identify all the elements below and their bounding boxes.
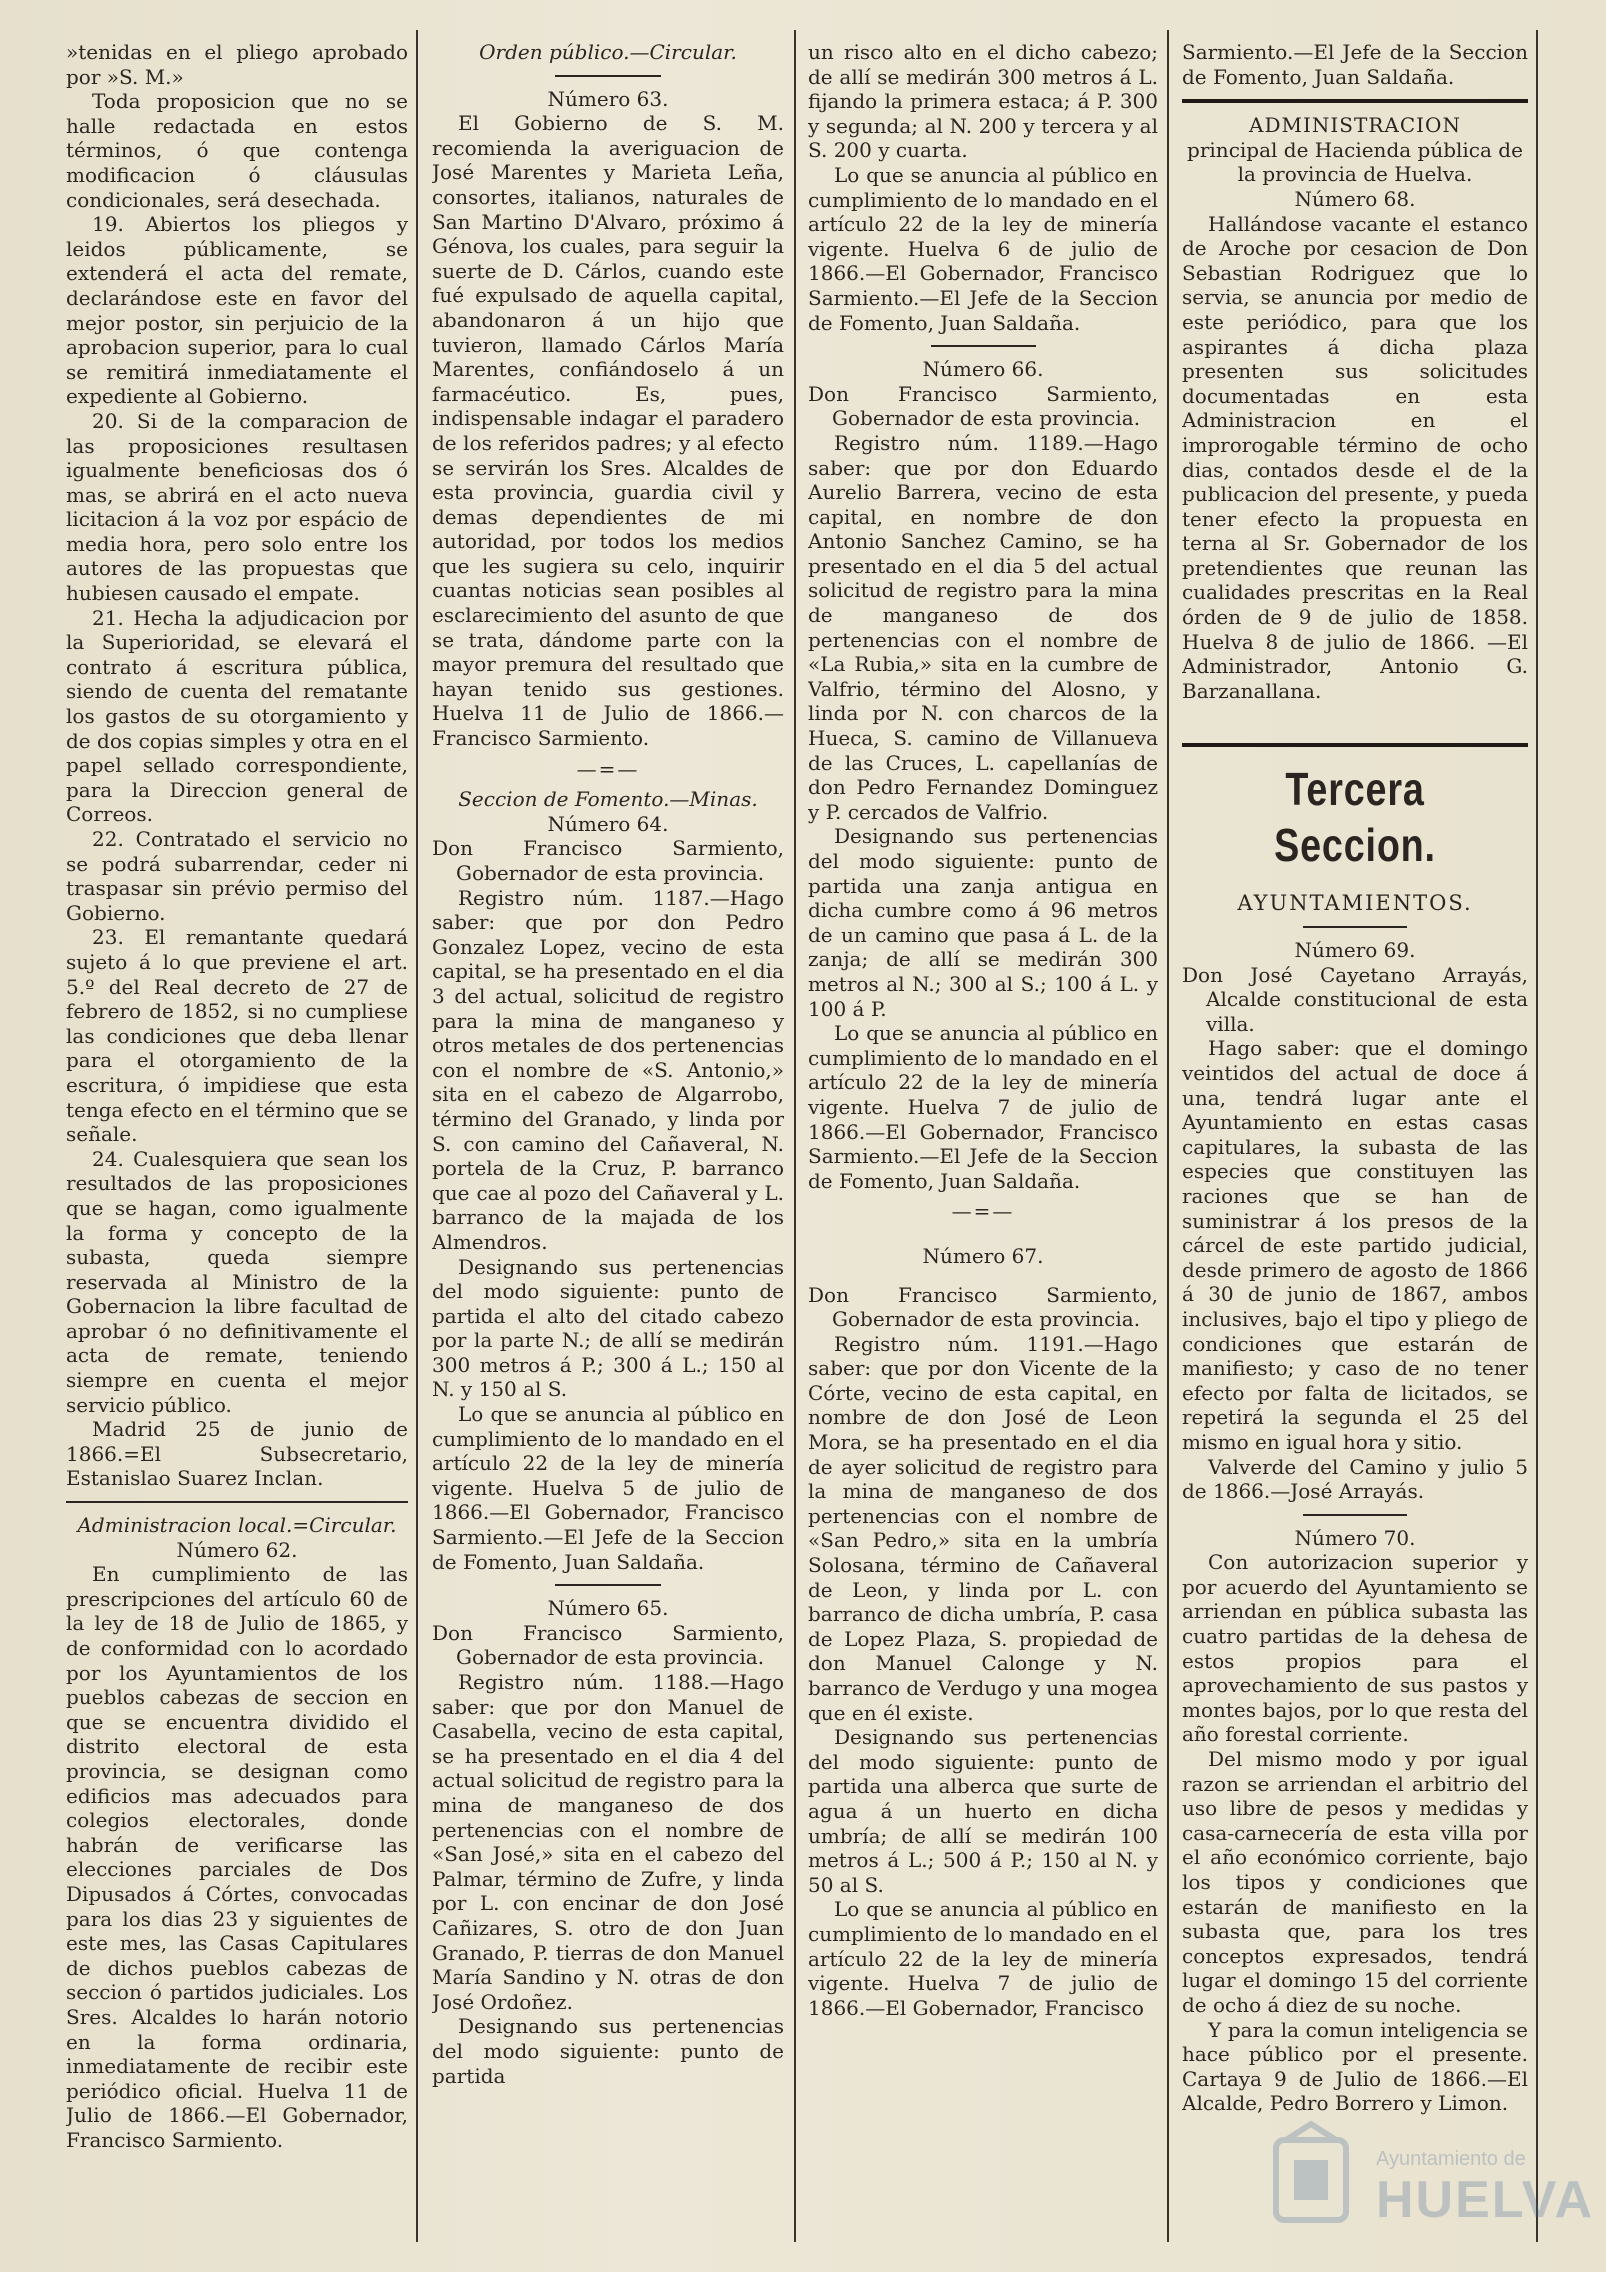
- paragraph: Don Francisco Sarmiento, Gobernador de esta provincia.: [808, 1282, 1158, 1332]
- paragraph: Registro núm. 1187.—Hago saber: que por don Pedro Gonzalez Lopez, vecino de esta capital, se ha presentado en el dia 3 del actual, solicitud de registro para la mina de manganeso y otros metales de dos pertenencias con el nombre de «S. Antonio,» sita en el cabezo de Algarrobo, término del Granado, y linda por S. con camino del Cañaveral, N. portela de la Cruz, P. barranco que cae al pozo del Cañaveral y L. barranco de la majada de los Almendros.: [432, 885, 784, 1254]
- notice-number: Número 67.: [922, 1243, 1044, 1268]
- notice-number: Número 68.: [1294, 186, 1416, 211]
- section-heading: ADMINISTRACION: [1249, 113, 1461, 138]
- watermark-line-1: Ayuntamiento de: [1376, 2148, 1526, 2170]
- column-rule: [1167, 30, 1169, 2242]
- notice-number: Número 66.: [922, 357, 1044, 382]
- coat-of-arms-icon: [1256, 2120, 1366, 2250]
- article-24: 24. Cualesquiera que sean los resultados de las proposiciones que se hagan, como igualmente la forma y concepto de la subasta, queda siempre reservada al Ministro de la Gobernacion la libre facultad de aprobar ó no definitivamente el acta de remate, teniendo siempre en cuenta el mejor servicio público.: [66, 1146, 408, 1417]
- paragraph: Don Francisco Sarmiento, Gobernador de esta provincia.: [432, 1620, 784, 1670]
- article-22: 22. Contratado el servicio no se podrá subarrendar, ceder ni traspasar sin prévio permiso del Gobierno.: [66, 827, 408, 925]
- paragraph: El Gobierno de S. M. recomienda la averiguacion de José Marentes y Marieta Leña, consortes, italianos, naturales de San Martino D'Alvaro, próximo á Génova, los cuales, para seguir la suerte de D. Cárlos, cuando este fué expulsado de aquella capital, abandonaron á un hijo que tuvieron, llamado Cárlos María Marentes, confiándoselo á un farmacéutico. Es, pues, indispensable indagar el paradero de los referidos padres; y al efecto se servirán los Sres. Alcaldes de esta provincia, guardia civil y demas dependientes de mi autoridad, por todos los medios que les sugiera su celo, inquirir cuantas noticias sean posibles al esclarecimiento del asunto de que se trata, dándome parte con la mayor premura del resultado que hayan tenido sus gestiones. Huelva 11 de Julio de 1866.—Francisco Sarmiento.: [432, 111, 784, 751]
- column-rule: [794, 30, 796, 2242]
- divider: [1182, 743, 1528, 747]
- paragraph: Lo que se anuncia al público en cumplimiento de lo mandado en el artículo 22 de la ley de minería vigente. Huelva 7 de julio de 1866.—El Gobernador, Francisco Sarmiento.—El Jefe de la Seccion de Fomento, Juan Saldaña.: [808, 1021, 1158, 1193]
- column-2: [432, 40, 784, 2252]
- paragraph: Don Francisco Sarmiento, Gobernador de esta provincia.: [808, 381, 1158, 431]
- paragraph: Con autorizacion superior y por acuerdo del Ayuntamiento se arriendan en pública subasta las cuatro partidas de la dehesa de estos propios para el aprovechamiento de sus pastos y montes bajos, por lo que resta del año forestal corriente.: [1182, 1550, 1528, 1747]
- article-21: 21. Hecha la adjudicacion por la Superioridad, se elevará el contrato á escritura pública, siendo de cuenta del rematante los gastos de su otorgamiento y de dos copias simples y otra en el papel sellado correspondiente, para la Direccion general de Correos.: [66, 605, 408, 827]
- notice-number: Número 62.: [176, 1537, 298, 1562]
- paragraph: Lo que se anuncia al público en cumplimiento de lo mandado en el artículo 22 de la ley de minería vigente. Huelva 7 de julio de 1866.—El Gobernador, Francisco: [808, 1897, 1158, 2020]
- watermark-line-2: HUELVA: [1376, 2171, 1595, 2229]
- section-heading: AYUNTAMIENTOS.: [1237, 891, 1473, 916]
- paragraph: Sarmiento.—El Jefe de la Seccion de Fomento, Juan Saldaña.: [1182, 40, 1528, 89]
- column-rule: [1536, 30, 1538, 2242]
- column-4: [1182, 40, 1528, 2252]
- section-heading: Orden público.—Circular.: [479, 40, 737, 64]
- notice-number: Número 65.: [547, 1596, 669, 1621]
- separator: —=—: [951, 1199, 1015, 1224]
- paragraph: Designando sus pertenencias del modo siguiente: punto de partida una alberca que surte de agua á un huerto en dicha umbría; de allí se medirán 100 metros á L.; 500 á P.; 150 al N. y 50 al S.: [808, 1725, 1158, 1897]
- paragraph: Don José Cayetano Arrayás, Alcalde constitucional de esta villa.: [1182, 962, 1528, 1036]
- article-23: 23. El remantante quedará sujeto á lo que previene el art. 5.º del Real decreto de 27 de febrero de 1852, si no cumpliese las condiciones que deba llenar para el otorgamiento de la escritura, ó impidiese que esta tenga efecto en el término que se señale.: [66, 925, 408, 1147]
- divider: [1303, 926, 1407, 928]
- divider: [1182, 99, 1528, 103]
- paragraph: Toda proposicion que no se halle redactada en estos términos, ó que contenga modificacion ó cláusulas condicionales, será desechada.: [66, 89, 408, 212]
- section-subheading: principal de Hacienda pública de la provincia de Huelva.: [1187, 137, 1523, 187]
- paragraph: Designando sus pertenencias del modo siguiente: punto de partida el alto del citado cabezo por la parte N.; de allí se medirán 300 metros á P.; 300 á L.; 150 al N. y 150 al S.: [432, 1254, 784, 1402]
- paragraph: En cumplimiento de las prescripciones del artículo 60 de la ley de 18 de Julio de 1865, y de conformidad con lo acordado por los Ayuntamientos de los pueblos cabezas de seccion en que se encuentra dividido el distrito electoral de esta provincia, se designan como edificios mas adecuados para colegios electorales, donde habrán de verificarse las elecciones parciales de Dos Dipusados á Córtes, convocadas para los dias 23 y siguientes de este mes, las Casas Capitulares de dichos pueblos cabezas de seccion ó partidos judiciales. Los Sres. Alcaldes lo harán notorio en la forma ordinaria, inmediatamente de recibir este periódico oficial. Huelva 11 de Julio de 1866.—El Gobernador, Francisco Sarmiento.: [66, 1562, 408, 2152]
- article-20: 20. Si de la comparacion de las proposiciones resultasen igualmente beneficiosas dos ó mas, se abrirá en el acto nueva licitacion á la voz por espácio de media hora, pero solo entre los autores de las propuestas que hubiesen causado el empate.: [66, 408, 408, 606]
- paragraph: Designando sus pertenencias del modo siguiente: punto de partida: [432, 2014, 784, 2088]
- divider: [931, 345, 1036, 347]
- divider: [555, 1584, 661, 1586]
- paragraph: Registro núm. 1189.—Hago saber: que por don Eduardo Aurelio Barrera, vecino de esta capital, en nombre de don Antonio Sanchez Camino, se ha presentado en el dia 5 del actual solicitud de registro para la mina de manganeso de dos pertenencias con el nombre de «La Rubia,» sita en la cumbre de Valfrio, término del Alosno, y linda por N. con charcos de la Hueca, S. camino de Villanueva de las Cruces, L. capellanías de don Pedro Fernandez Dominguez y P. cercados de Valfrio.: [808, 430, 1158, 824]
- notice-number: Número 64.: [547, 811, 669, 836]
- paragraph: Del mismo modo y por igual razon se arriendan el arbitrio del uso libre de pesos y medidas y casa-carnecería de esta villa por el año económico corriente, bajo los tipos y condiciones que estarán de manifiesto en la subasta que, para los tres conceptos expresados, tendrá lugar el domingo 15 del corriente de ocho á diez de su noche.: [1182, 1747, 1528, 2017]
- column-rule: [416, 30, 418, 2242]
- divider: [66, 1501, 408, 1503]
- notice-number: Número 69.: [1294, 938, 1416, 963]
- notice-number: Número 63.: [547, 86, 669, 111]
- paragraph: Registro núm. 1188.—Hago saber: que por don Manuel de Casabella, vecino de esta capital, se ha presentado en el dia 4 del actual solicitud de registro para la mina de manganeso de dos pertenencias con el nombre de «San José,» sita en el cabezo del Palmar, término de Zufre, y linda por L. con encinar de don José Cañizares, S. otro de don Juan Granado, P. tierras de don Manuel María Sandino y N. otras de don José Ordoñez.: [432, 1670, 784, 2014]
- paragraph: Y para la comun inteligencia se hace público por el presente. Cartaya 9 de Julio de 1866.—El Alcalde, Pedro Borrero y Limon.: [1182, 2017, 1528, 2116]
- section-heading: Seccion de Fomento.—Minas.: [458, 787, 758, 812]
- divider: [1303, 1514, 1407, 1516]
- column-3: [808, 40, 1158, 2252]
- signature: Madrid 25 de junio de 1866.=El Subsecretario, Estanislao Suarez Inclan.: [66, 1417, 408, 1491]
- section-title: Tercera Seccion.: [1274, 763, 1436, 872]
- article-19: 19. Abiertos los pliegos y leidos públicamente, se extenderá el acta del remate, declarándose este en favor del mejor postor, sin perjuicio de la aprobacion superior, para lo cual se remitirá inmediatamente el expediente al Gobierno.: [66, 212, 408, 409]
- paragraph: Don Francisco Sarmiento, Gobernador de esta provincia.: [432, 836, 784, 885]
- paragraph: Hallándose vacante el estanco de Aroche por cesacion de Don Sebastian Rodriguez que lo servia, se anuncia por medio de este periódico, para que los aspirantes á dicha plaza presenten sus solicitudes documentadas en esta Administracion en el improrogable término de ocho dias, contados desde el de la publicacion del presente, y pueda tener efecto la propuesta en terna al Sr. Gobernador de los pretendientes que reunan las cualidades prescritas en la Real órden de 9 de julio de 1858. Huelva 8 de julio de 1866. —El Administrador, Antonio G. Barzanallana.: [1182, 211, 1528, 703]
- paragraph: un risco alto en el dicho cabezo; de allí se medirán 300 metros á L. fijando la primera estaca; á P. 300 y segunda; al N. 200 y tercera y al S. 200 y cuarta.: [808, 40, 1158, 163]
- paragraph: Hago saber: que el domingo veintidos del actual de doce á una, tendrá lugar ante el Ayuntamiento en estas casas capitulares, la subasta de las especies que constituyen las raciones que se han de suministrar á los presos de la cárcel de este partido judicial, desde primero de agosto de 1866 á 30 de junio de 1867, ambos inclusives, bajo el tipo y pliego de condiciones que estarán de manifiesto; y caso de no tener efecto por falta de licitados, se repetirá la segunda el 25 del mismo en igual hora y sitio.: [1182, 1036, 1528, 1454]
- notice-number: Número 70.: [1294, 1525, 1416, 1550]
- divider: [555, 75, 661, 77]
- paragraph: Designando sus pertenencias del modo siguiente: punto de partida una zanja antigua en dicha cumbre como á 96 metros de un camino que pasa á L. de la zanja; de allí se medirán 300 metros al N.; 300 al S.; 100 á L. y 100 á P.: [808, 824, 1158, 1021]
- paragraph: »tenidas en el pliego aprobado por »S. M.»: [66, 40, 408, 89]
- paragraph: Registro núm. 1191.—Hago saber: que por don Vicente de la Córte, vecino de esta capital, en nombre de don José de Leon Mora, se ha presentado en el dia de ayer solicitud de registro para la mina de manganeso de dos pertenencias con el nombre de «San Pedro,» sita en la umbría Solosana, término de Cañaveral de Leon, y linda por L. con barranco de dicha umbría, P. casa de Lopez Plaza, S. propiedad de don Manuel Calonge y N. barranco de Verdugo y una mogea que en él existe.: [808, 1331, 1158, 1725]
- watermark-logo: [1256, 2120, 1595, 2260]
- paragraph: Lo que se anuncia al público en cumplimiento de lo mandado en el artículo 22 de la ley de minería vigente. Huelva 5 de julio de 1866.—El Gobernador, Francisco Sarmiento.—El Jefe de la Seccion de Fomento, Juan Saldaña.: [432, 1402, 784, 1574]
- signature: Valverde del Camino y julio 5 de 1866.—José Arrayás.: [1182, 1454, 1528, 1504]
- column-1: [66, 40, 408, 2252]
- section-heading: Administracion local.=Circular.: [77, 1513, 397, 1538]
- paragraph: Lo que se anuncia al público en cumplimiento de lo mandado en el artículo 22 de la ley de minería vigente. Huelva 6 de julio de 1866.—El Gobernador, Francisco Sarmiento.—El Jefe de la Seccion de Fomento, Juan Saldaña.: [808, 162, 1158, 335]
- separator: —=—: [576, 756, 640, 781]
